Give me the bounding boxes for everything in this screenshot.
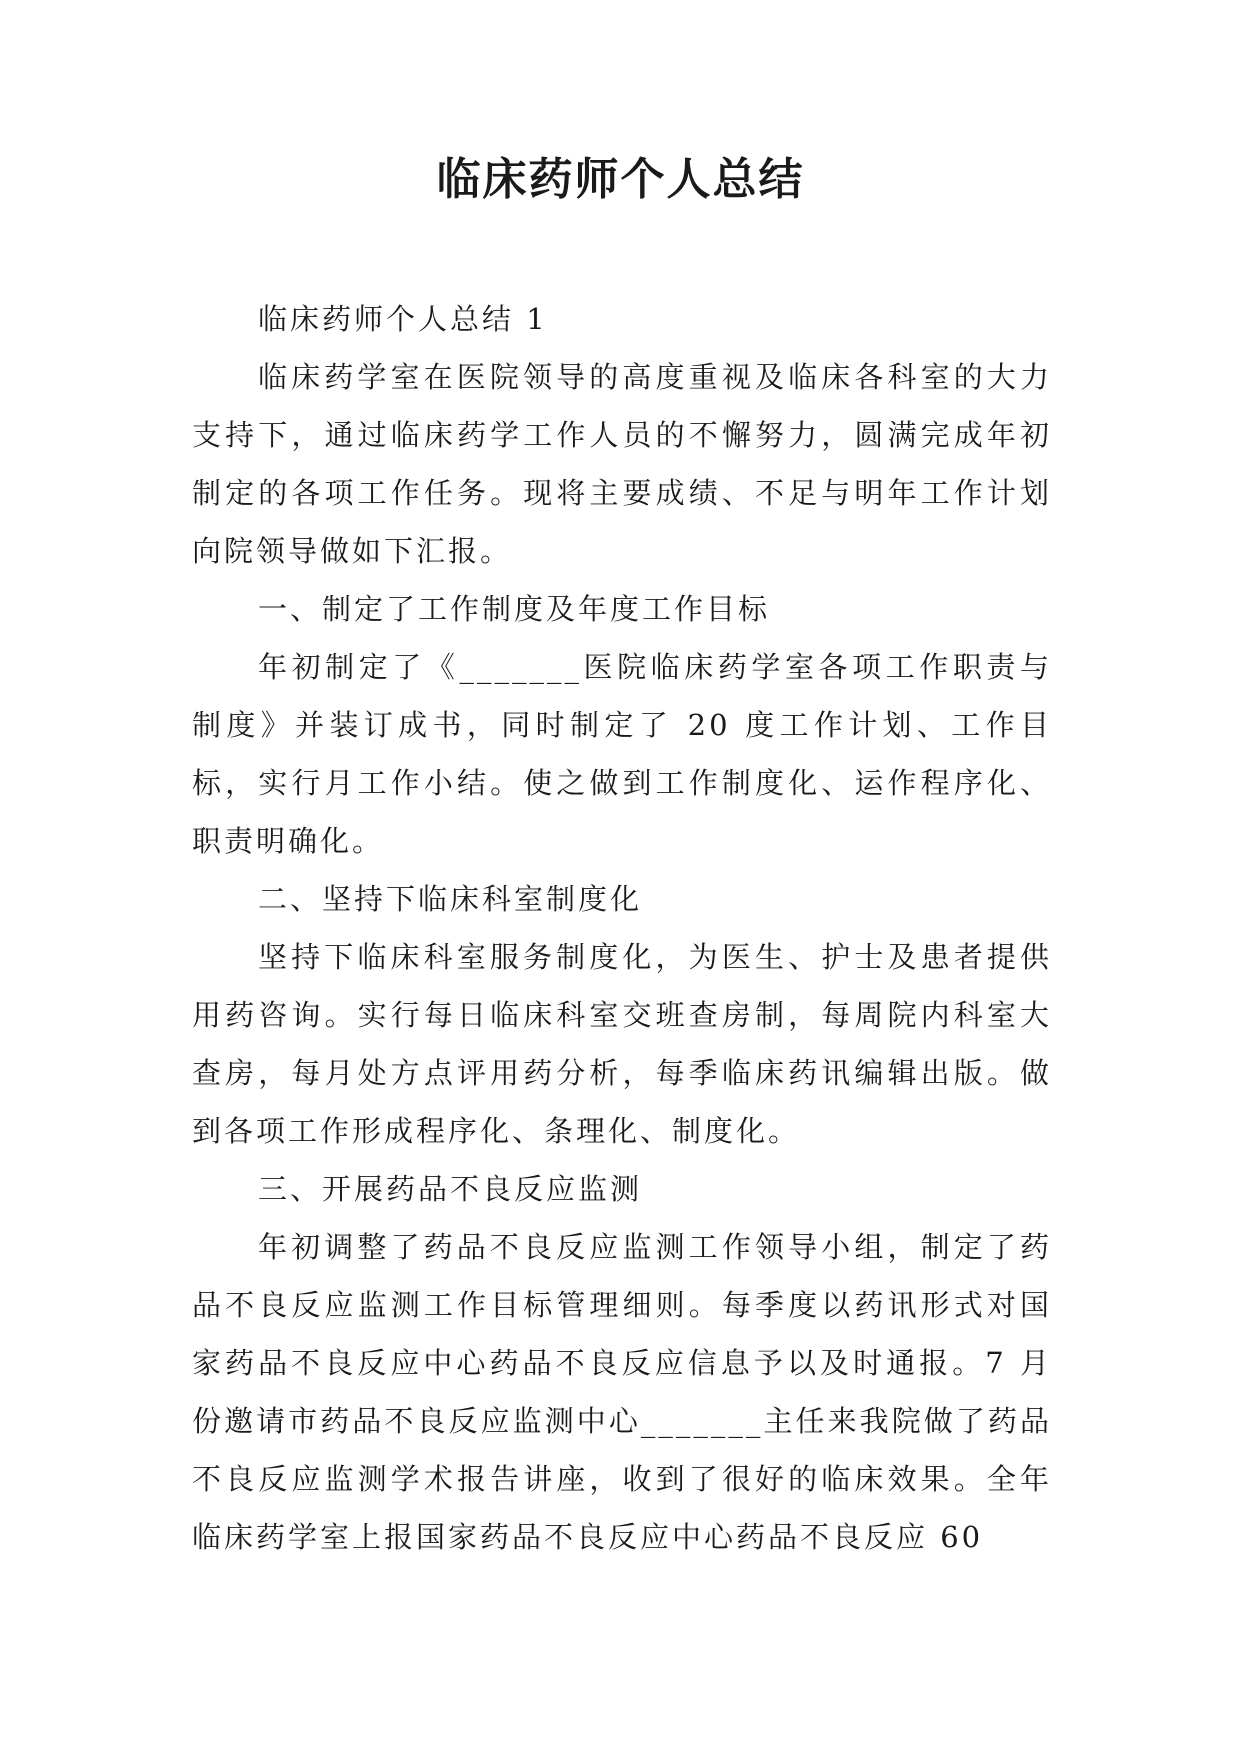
section-heading: 一、制定了工作制度及年度工作目标	[258, 592, 771, 626]
section-heading: 二、坚持下临床科室制度化	[258, 882, 643, 916]
body-paragraph: 年初调整了药品不良反应监测工作领导小组，制定了药品不良反应监测工作目标管理细则。每季度以药讯形式对国家药品不良反应中心药品不良反应信息予以及时通报。7 月份邀请市药品不良反应监测中心_______主任来我院做了药品不良反应监测学术报告讲座，收到了很好的临床效果。全年临床药学室上报国家药品不良反应中心药品不良反应 60	[192, 1230, 1052, 1554]
document-body	[192, 290, 1052, 1566]
section-heading: 临床药师个人总结 1	[258, 302, 548, 336]
body-paragraph: 年初制定了《_______医院临床药学室各项工作职责与制度》并装订成书，同时制定了 20 度工作计划、工作目标，实行月工作小结。使之做到工作制度化、运作程序化、职责明确化。	[192, 650, 1052, 858]
body-paragraph: 坚持下临床科室服务制度化，为医生、护士及患者提供用药咨询。实行每日临床科室交班查房制，每周院内科室大查房，每月处方点评用药分析，每季临床药讯编辑出版。做到各项工作形成程序化、条理化、制度化。	[192, 940, 1052, 1148]
document-title: 临床药师个人总结	[436, 154, 805, 205]
section-heading: 三、开展药品不良反应监测	[258, 1172, 643, 1206]
intro-paragraph: 临床药学室在医院领导的高度重视及临床各科室的大力支持下，通过临床药学工作人员的不懈努力，圆满完成年初制定的各项工作任务。现将主要成绩、不足与明年工作计划向院领导做如下汇报。	[192, 360, 1052, 568]
